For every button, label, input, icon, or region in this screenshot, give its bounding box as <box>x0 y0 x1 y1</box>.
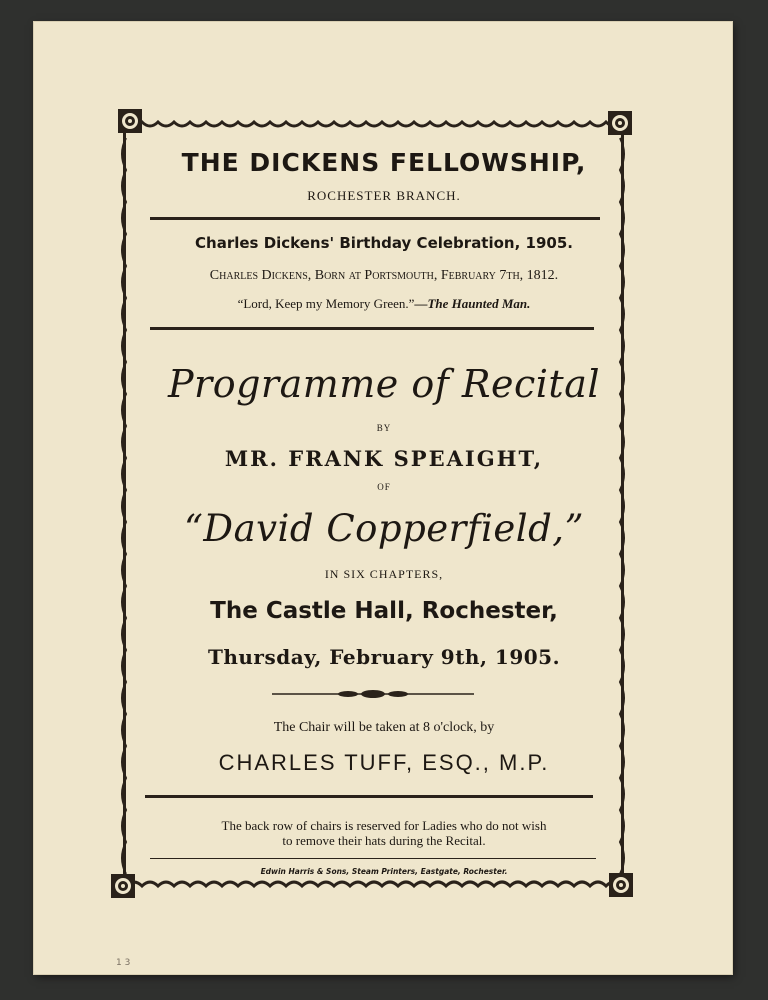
chapters-note: IN SIX CHAPTERS, <box>324 567 444 581</box>
quote-source: —The Haunted Man. <box>414 296 531 311</box>
ornamental-rule <box>270 688 476 700</box>
chair-name: CHARLES TUFF, ESQ., M.P. <box>218 750 550 775</box>
celebration-title: Charles Dickens' Birthday Celebration, 1905. <box>195 234 573 252</box>
programme-heading: Programme of Recital <box>167 362 601 406</box>
of-label: OF <box>377 482 391 492</box>
born-line: Charles Dickens, Born at Portsmouth, February 7th, 1812. <box>209 268 559 283</box>
quote: “Lord, Keep my Memory Green.” <box>237 296 415 311</box>
work-title: “David Copperfield,” <box>184 507 584 550</box>
corner-rosette-icon <box>117 108 143 134</box>
divider <box>150 327 594 330</box>
performer-name: MR. FRANK SPEAIGHT, <box>224 446 544 471</box>
venue: The Castle Hall, Rochester, <box>210 598 558 624</box>
corner-rosette-icon <box>110 873 136 899</box>
by-label: BY <box>376 423 392 433</box>
divider <box>150 858 596 859</box>
notice-line-1: The back row of chairs is reserved for Ladies who do not wish <box>221 818 547 833</box>
chair-intro: The Chair will be taken at 8 o'clock, by <box>273 720 495 735</box>
divider <box>145 795 593 798</box>
branch-name: ROCHESTER BRANCH. <box>307 188 461 203</box>
corner-rosette-icon <box>607 110 633 136</box>
border-scallop-ornament <box>108 108 638 900</box>
event-date: Thursday, February 9th, 1905. <box>207 645 561 669</box>
divider <box>150 217 600 220</box>
notice-line-2: to remove their hats during the Recital. <box>282 833 486 848</box>
organization-name: THE DICKENS FELLOWSHIP, <box>181 148 587 177</box>
margin-note: 1 3 <box>116 958 131 968</box>
printer-imprint: Edwin Harris & Sons, Steam Printers, Eastgate, Rochester. <box>260 867 508 876</box>
